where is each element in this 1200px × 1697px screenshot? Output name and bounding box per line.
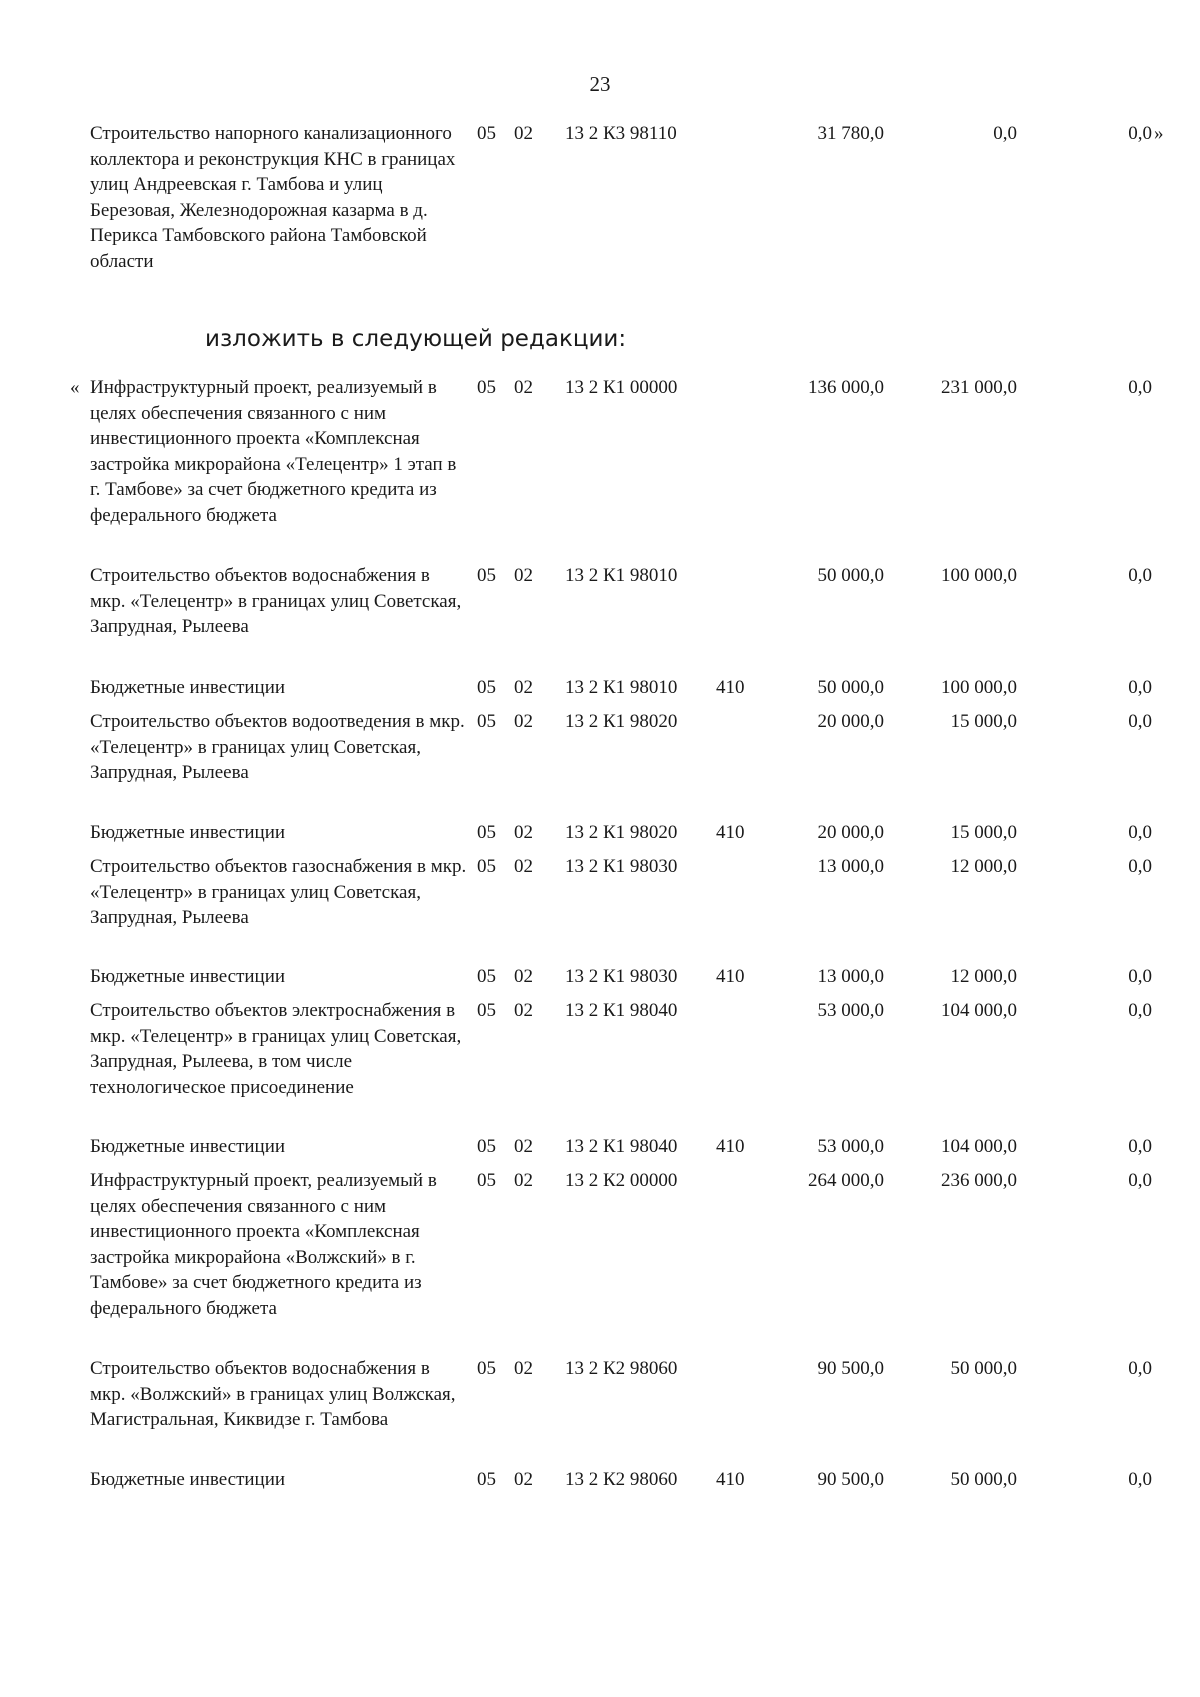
row-description: Бюджетные инвестиции [90, 966, 286, 987]
row-year1: 53 000,0 [817, 1000, 884, 1021]
row-description: Инфраструктурный проект, реализуемый в целях обеспечения связанного с ним инвестиционного проекта «Комплексная застройка микрорайона «Телецентр» 1 этап в г. Тамбове» за счет бюджетного кредита из федерального бюджета [90, 377, 457, 526]
row-year2: 236 000,0 [941, 1170, 1017, 1191]
row-pr: 02 [514, 377, 533, 398]
row-year1: 20 000,0 [817, 822, 884, 843]
row-year3: 0,0 [1128, 966, 1152, 987]
row-year1: 53 000,0 [817, 1136, 884, 1157]
row-year2: 231 000,0 [941, 377, 1017, 398]
row-pr: 02 [514, 1136, 533, 1157]
row-csr: 13 2 К1 98030 [565, 856, 678, 877]
row-vr: 410 [716, 1469, 745, 1490]
row-rz: 05 [477, 677, 496, 698]
row-pr: 02 [514, 1358, 533, 1379]
row-csr: 13 2 К2 98060 [565, 1469, 678, 1490]
row-rz: 05 [477, 1136, 496, 1157]
row-csr: 13 2 К1 98030 [565, 966, 678, 987]
row-pr: 02 [514, 822, 533, 843]
row-pr: 02 [514, 966, 533, 987]
page-number: 23 [589, 72, 611, 96]
row-description: Строительство объектов водоснабжения в мкр. «Волжский» в границах улиц Волжская, Магистральная, Киквидзе г. Тамбова [90, 1358, 456, 1430]
row-year2: 50 000,0 [950, 1358, 1017, 1379]
row-year2: 104 000,0 [941, 1136, 1017, 1157]
row-description: Строительство объектов электроснабжения в мкр. «Телецентр» в границах улиц Советская, Запрудная, Рылеева, в том числе технологическое присоединение [90, 1000, 462, 1098]
row-year1: 90 500,0 [817, 1358, 884, 1379]
row-rz: 05 [477, 1000, 496, 1021]
row-year3: 0,0 [1128, 856, 1152, 877]
row-year3: 0,0 [1128, 1358, 1152, 1379]
row-csr: 13 2 К2 98060 [565, 1358, 678, 1379]
row-csr: 13 2 К1 98040 [565, 1136, 678, 1157]
row-vr: 410 [716, 966, 745, 987]
row-rz: 05 [477, 822, 496, 843]
row-description: Строительство объектов водоотведения в мкр. «Телецентр» в границах улиц Советская, Запрудная, Рылеева [90, 711, 465, 783]
instruction-text: изложить в следующей редакции: [205, 326, 627, 352]
row-description: Бюджетные инвестиции [90, 1136, 286, 1157]
row-year1: 31 780,0 [817, 123, 884, 144]
row-description: Инфраструктурный проект, реализуемый в целях обеспечения связанного с ним инвестиционного проекта «Комплексная застройка микрорайона «Волжский» в г. Тамбове» за счет бюджетного кредита из федерального бюджета [90, 1170, 437, 1319]
row-year2: 50 000,0 [950, 1469, 1017, 1490]
row-pr: 02 [514, 123, 533, 144]
row-year3: 0,0 [1128, 377, 1152, 398]
row-description: Бюджетные инвестиции [90, 1469, 286, 1490]
row-pr: 02 [514, 565, 533, 586]
row-pr: 02 [514, 677, 533, 698]
row-pr: 02 [514, 1170, 533, 1191]
row-pr: 02 [514, 1469, 533, 1490]
row-csr: 13 2 К3 98110 [565, 123, 677, 144]
row-year2: 104 000,0 [941, 1000, 1017, 1021]
row-year3: 0,0 [1128, 1170, 1152, 1191]
row-rz: 05 [477, 565, 496, 586]
row-year2: 15 000,0 [950, 822, 1017, 843]
row-description: Бюджетные инвестиции [90, 822, 286, 843]
row-rz: 05 [477, 1170, 496, 1191]
row-year3: 0,0 [1128, 1000, 1152, 1021]
row-rz: 05 [477, 856, 496, 877]
row-description: Строительство объектов водоснабжения в мкр. «Телецентр» в границах улиц Советская, Запрудная, Рылеева [90, 565, 462, 637]
row-vr: 410 [716, 1136, 745, 1157]
row-year3: 0,0 [1128, 1136, 1152, 1157]
row-csr: 13 2 К1 98010 [565, 565, 678, 586]
row-year3: 0,0 [1128, 1469, 1152, 1490]
row-rz: 05 [477, 711, 496, 732]
row-csr: 13 2 К2 00000 [565, 1170, 678, 1191]
row-year3: 0,0 [1128, 677, 1152, 698]
row-csr: 13 2 К1 98020 [565, 711, 678, 732]
row-rz: 05 [477, 1469, 496, 1490]
row-vr: 410 [716, 677, 745, 698]
row-rz: 05 [477, 966, 496, 987]
row-year3: 0,0 [1128, 711, 1152, 732]
row-year2: 100 000,0 [941, 565, 1017, 586]
row-csr: 13 2 К1 98020 [565, 822, 678, 843]
row-year2: 100 000,0 [941, 677, 1017, 698]
row-rz: 05 [477, 377, 496, 398]
row-csr: 13 2 К1 98010 [565, 677, 678, 698]
row-year1: 50 000,0 [817, 677, 884, 698]
row-description: Строительство объектов газоснабжения в мкр. «Телецентр» в границах улиц Советская, Запрудная, Рылеева [90, 856, 467, 928]
row-year1: 13 000,0 [817, 856, 884, 877]
row-year1: 50 000,0 [817, 565, 884, 586]
closing-quote: » [1154, 123, 1164, 144]
row-pr: 02 [514, 711, 533, 732]
row-year1: 20 000,0 [817, 711, 884, 732]
row-year1: 136 000,0 [808, 377, 884, 398]
row-year2: 0,0 [993, 123, 1017, 144]
row-vr: 410 [716, 822, 745, 843]
row-year1: 13 000,0 [817, 966, 884, 987]
row-year2: 12 000,0 [950, 966, 1017, 987]
row-csr: 13 2 К1 00000 [565, 377, 678, 398]
row-year1: 90 500,0 [817, 1469, 884, 1490]
row-rz: 05 [477, 123, 496, 144]
row-rz: 05 [477, 1358, 496, 1379]
row-description: Бюджетные инвестиции [90, 677, 286, 698]
opening-quote: « [70, 377, 80, 398]
row-pr: 02 [514, 1000, 533, 1021]
row-year3: 0,0 [1128, 822, 1152, 843]
row-description: Строительство напорного канализационного коллектора и реконструкция КНС в границах улиц Андреевская г. Тамбова и улиц Березовая, Железнодорожная казарма в д. Перикса Тамбовского района Тамбовской области [90, 123, 456, 272]
row-year2: 15 000,0 [950, 711, 1017, 732]
row-year1: 264 000,0 [808, 1170, 884, 1191]
row-csr: 13 2 К1 98040 [565, 1000, 678, 1021]
row-pr: 02 [514, 856, 533, 877]
row-year3: 0,0 [1128, 565, 1152, 586]
row-year3: 0,0 [1128, 123, 1152, 144]
row-year2: 12 000,0 [950, 856, 1017, 877]
